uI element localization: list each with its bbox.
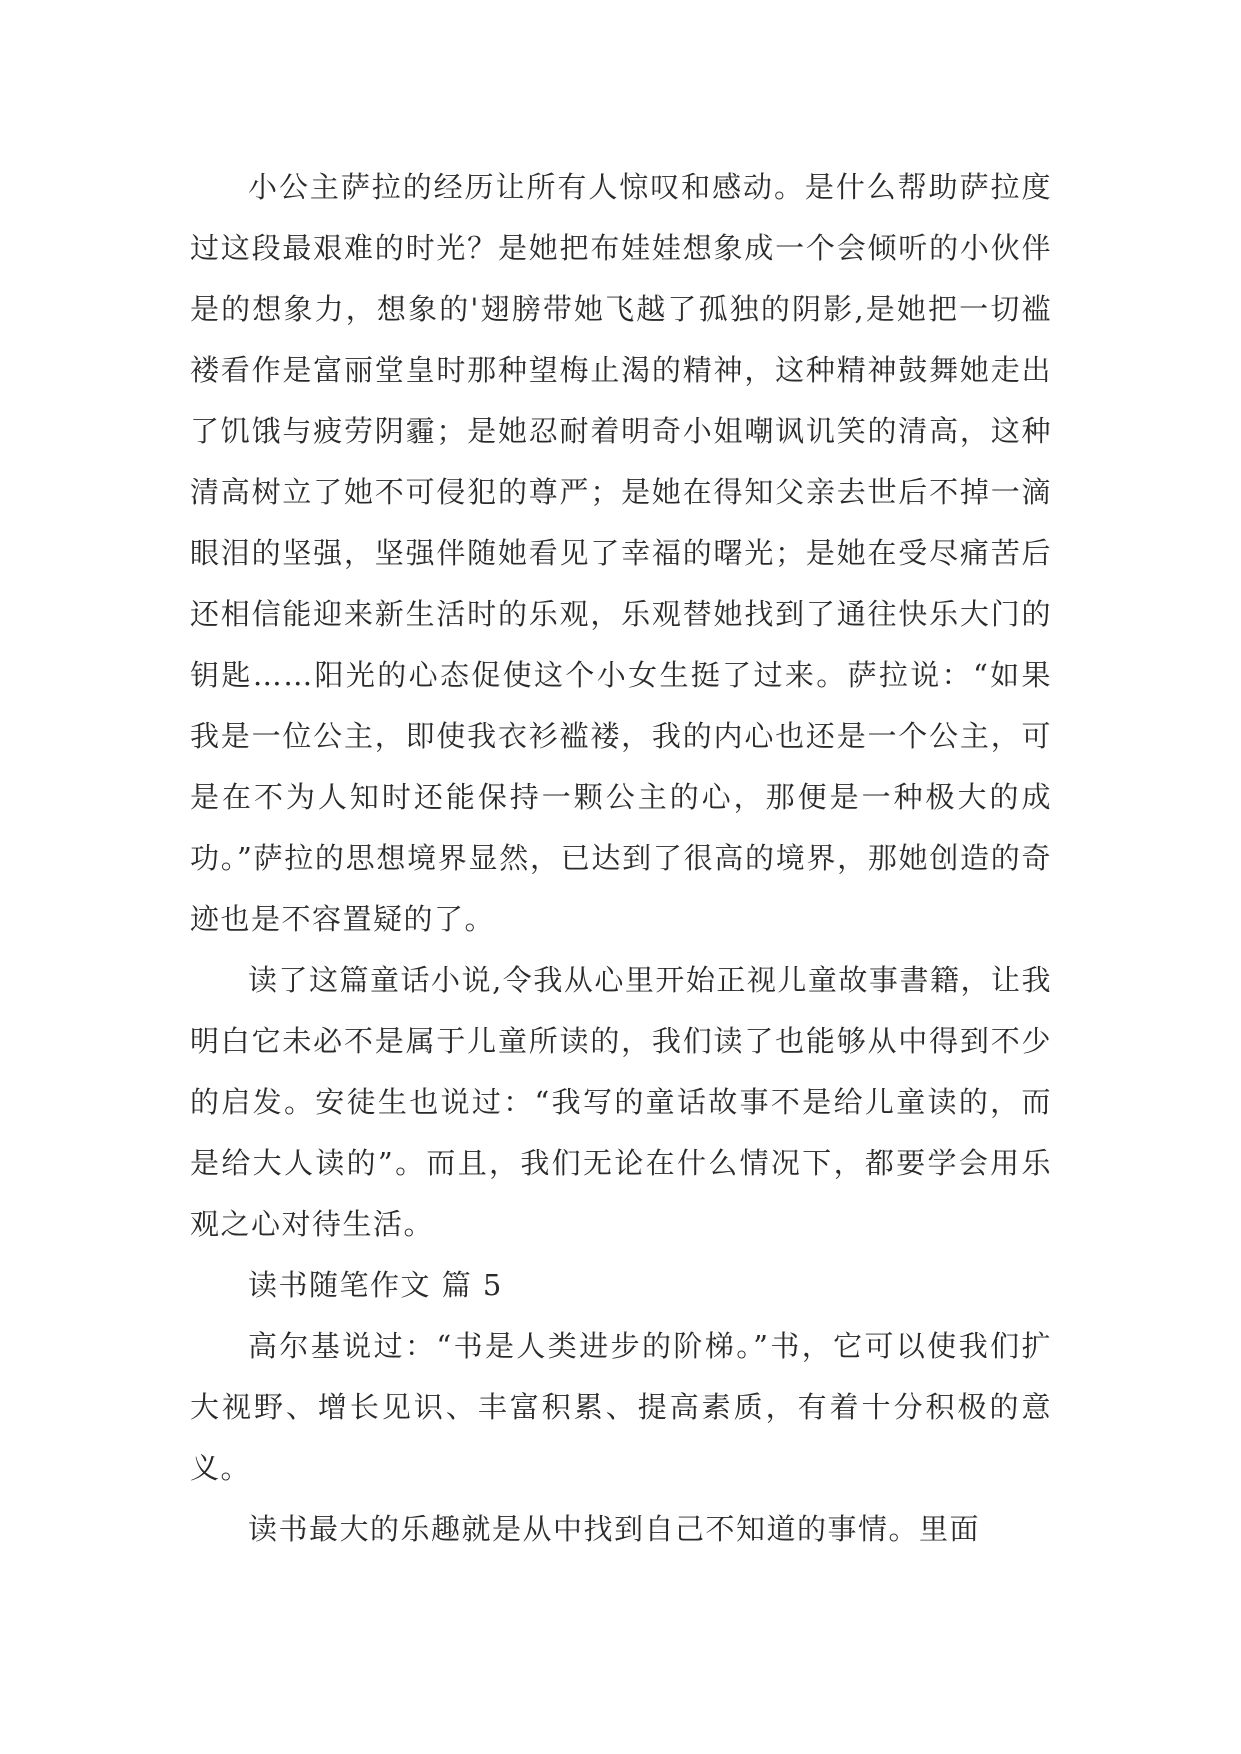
paragraph-sara: 小公主萨拉的经历让所有人惊叹和感动。是什么帮助萨拉度过这段最艰难的时光？是她把布娃娃想象成一个会倾听的小伙伴是的想象力，想象的'翅膀带她飞越了孤独的阴影,是她把一切褴褛看作是富丽堂皇时那种望梅止渴的精神，这种精神鼓舞她走出了饥饿与疲劳阴霾；是她忍耐着明奇小姐嘲讽讥笑的清高，这种清高树立了她不可侵犯的尊严；是她在得知父亲去世后不掉一滴眼泪的坚强，坚强伴随她看见了幸福的曙光；是她在受尽痛苦后还相信能迎来新生活时的乐观，乐观替她找到了通往快乐大门的钥匙……阳光的心态促使这个小女生挺了过来。萨拉说：“如果我是一位公主，即使我衣衫褴褛，我的内心也还是一个公主，可是在不为人知时还能保持一颗公主的心，那便是一种极大的成功。”萨拉的思想境界显然，已达到了很高的境界，那她创造的奇迹也是不容置疑的了。 xyxy=(190,170,1052,936)
section-title: 读书随笔作文 篇 5 xyxy=(248,1268,503,1302)
document-body xyxy=(190,157,1052,1560)
paragraph-gorky-quote: 高尔基说过：“书是人类进步的阶梯。”书，它可以使我们扩大视野、增长见识、丰富积累、提高素质，有着十分积极的意义。 xyxy=(190,1329,1052,1485)
paragraph-reflection: 读了这篇童话小说,令我从心里开始正视儿童故事書籍，让我明白它未必不是属于儿童所读的，我们读了也能够从中得到不少的启发。安徒生也说过：“我写的童话故事不是给儿童读的，而是给大人读的”。而且，我们无论在什么情况下，都要学会用乐观之心对待生活。 xyxy=(190,963,1052,1241)
paragraph-reading-joy: 读书最大的乐趣就是从中找到自己不知道的事情。里面 xyxy=(248,1512,981,1546)
